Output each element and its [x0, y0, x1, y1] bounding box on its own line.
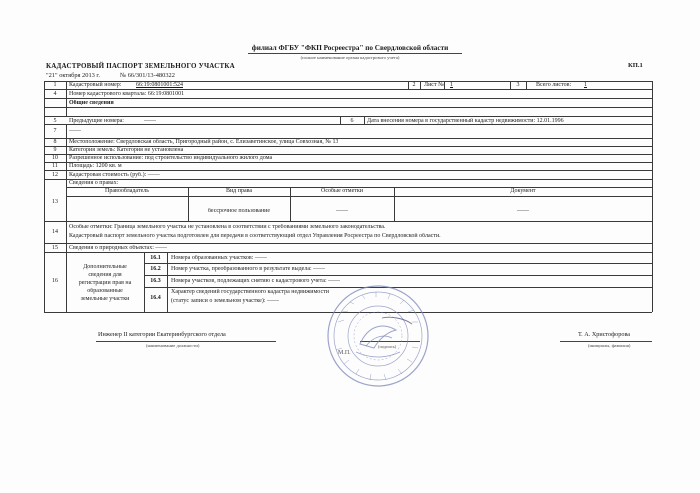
row-number: 8 — [53, 139, 57, 145]
table-rule — [44, 221, 652, 222]
additional-info-label-1: Дополнительные — [83, 264, 127, 270]
rights-type-value: бессрочное пользование — [207, 208, 271, 214]
position-underline — [96, 341, 276, 342]
table-rule — [44, 98, 652, 99]
sheet-value: 1 — [450, 82, 453, 88]
special-notes-line-2: Кадастровый паспорт земельного участка подготовлен для передачи в соответствующий отдел Управления Росреестра по Свердловской области. — [69, 233, 441, 239]
table-rule — [444, 81, 445, 89]
registration-date: Дата внесения номера в государственный кадастр недвижимости: 12.01.1996 — [367, 118, 564, 124]
organization-caption: (полное наименование органа кадастрового учета) — [300, 55, 400, 60]
rights-col-document: Документ — [510, 188, 536, 194]
row-number: 3 — [516, 82, 520, 88]
special-notes-line-1: Особые отметки: Граница земельного участка не установлена в соответствии с требованиями земельного законодательства. — [69, 224, 386, 230]
official-position: Инженер II категории Екатеринбургского отдела — [98, 331, 226, 338]
row-number: 14 — [52, 229, 58, 235]
official-seal — [320, 282, 436, 390]
cadastral-value: Кадастровая стоимость (руб.): —— — [69, 172, 160, 178]
formed-plots: Номера образованных участков: —— — [171, 255, 267, 261]
name-underline — [560, 341, 652, 342]
table-rule — [420, 81, 421, 89]
table-rule — [44, 179, 652, 180]
row-number: 16.2 — [150, 266, 161, 272]
record-status-line-1: Характер сведений государственного кадастра недвижимости — [171, 289, 329, 295]
table-rule — [364, 116, 365, 124]
table-rule — [44, 116, 652, 117]
row-number: 16 — [52, 278, 58, 284]
total-sheets-label: Всего листов: — [536, 82, 572, 88]
rights-col-notes: Особые отметки — [321, 188, 363, 194]
table-rule — [44, 107, 652, 108]
table-rule — [66, 81, 67, 116]
row-number: 6 — [350, 118, 354, 124]
row-number: 7 — [53, 128, 57, 134]
table-rule — [66, 196, 652, 197]
additional-info-label-4: образованные — [87, 288, 123, 294]
location: Местоположение: Свердловская область, Пригородный район, с. Елизаветинское, улица Совхозная, № 13 — [69, 139, 339, 145]
natural-objects: Сведения о природных объектах: —— — [69, 245, 168, 251]
table-rule — [526, 81, 527, 89]
table-rule — [144, 275, 652, 276]
previous-numbers-value: —— — [144, 118, 156, 124]
additional-info-label-2: сведения для — [88, 272, 122, 278]
row-number: 16.4 — [150, 295, 161, 301]
form-code: КП.1 — [628, 62, 643, 69]
table-rule — [44, 252, 652, 253]
official-name: Т. А. Христофорова — [578, 331, 631, 338]
table-rule — [44, 89, 652, 90]
sheet-label: Лист № — [424, 82, 444, 88]
rights-col-type: Вид права — [225, 188, 253, 194]
quarter-number: Номер кадастрового квартала: 66:19:0801001 — [69, 91, 185, 97]
document-number: № 66/301/13-480322 — [120, 72, 175, 79]
previous-numbers-label: Предыдущие номера: — [69, 118, 124, 124]
cadastral-number-label: Кадастровый номер: — [69, 82, 122, 88]
stamp-placeholder: М.П. — [338, 350, 351, 356]
position-caption: (наименование должности) — [146, 343, 200, 348]
table-rule — [44, 170, 652, 171]
table-rule — [167, 252, 168, 312]
record-status-line-2: (статус записи о земельном участке): —— — [171, 298, 279, 304]
land-category: Категория земель: Категория не установлена — [69, 147, 184, 153]
permitted-use: Разрешенное использование: под строительство индивидуального жилого дома — [69, 155, 273, 161]
table-rule — [44, 162, 652, 163]
signature-caption: (подпись) — [378, 344, 397, 349]
table-rule — [44, 243, 652, 244]
rights-notes-value: —— — [336, 208, 348, 214]
row-number: 15 — [52, 245, 58, 251]
row-number: 10 — [52, 155, 58, 161]
document-title: КАДАСТРОВЫЙ ПАСПОРТ ЗЕМЕЛЬНОГО УЧАСТКА — [46, 62, 235, 70]
additional-info-label-5: земельные участки — [80, 296, 130, 302]
additional-info-label-3: регистрации прав на — [78, 280, 132, 286]
deregistered-plots: Номера участков, подлежащих снятию с кадастрового учета: —— — [171, 278, 341, 284]
row-number: 2 — [412, 82, 416, 88]
cadastral-number-value: 66:19:0801001:524 — [136, 82, 184, 88]
transformed-plot: Номер участка, преобразованного в результате выдела: —— — [171, 266, 326, 272]
row-number: 16.3 — [150, 278, 161, 284]
row-number: 5 — [53, 118, 57, 124]
rights-document-value: —— — [517, 208, 529, 214]
name-caption: (инициалы, фамилия) — [588, 343, 631, 348]
row-number: 1 — [53, 82, 57, 88]
row-number: 4 — [53, 91, 57, 97]
row-number: 13 — [52, 199, 58, 205]
table-rule — [652, 81, 653, 312]
row-number: 12 — [52, 172, 58, 178]
row-7-value: —— — [69, 128, 81, 134]
row-number: 9 — [53, 147, 57, 153]
area: Площадь: 1200 кв. м — [69, 163, 122, 169]
general-info-heading: Общие сведения — [69, 100, 114, 106]
row-number: 11 — [52, 163, 58, 169]
rights-heading: Сведения о правах: — [69, 180, 119, 186]
document-date: "21" октября 2013 г. — [46, 72, 100, 79]
row-number: 16.1 — [150, 255, 161, 261]
organization-underline — [248, 53, 462, 54]
rights-col-holder: Правообладатель — [105, 188, 149, 194]
table-rule — [144, 263, 652, 264]
organization-name: филиал ФГБУ "ФКП Росреестра" по Свердловской области — [251, 44, 449, 52]
total-sheets-value: 1 — [584, 82, 587, 88]
